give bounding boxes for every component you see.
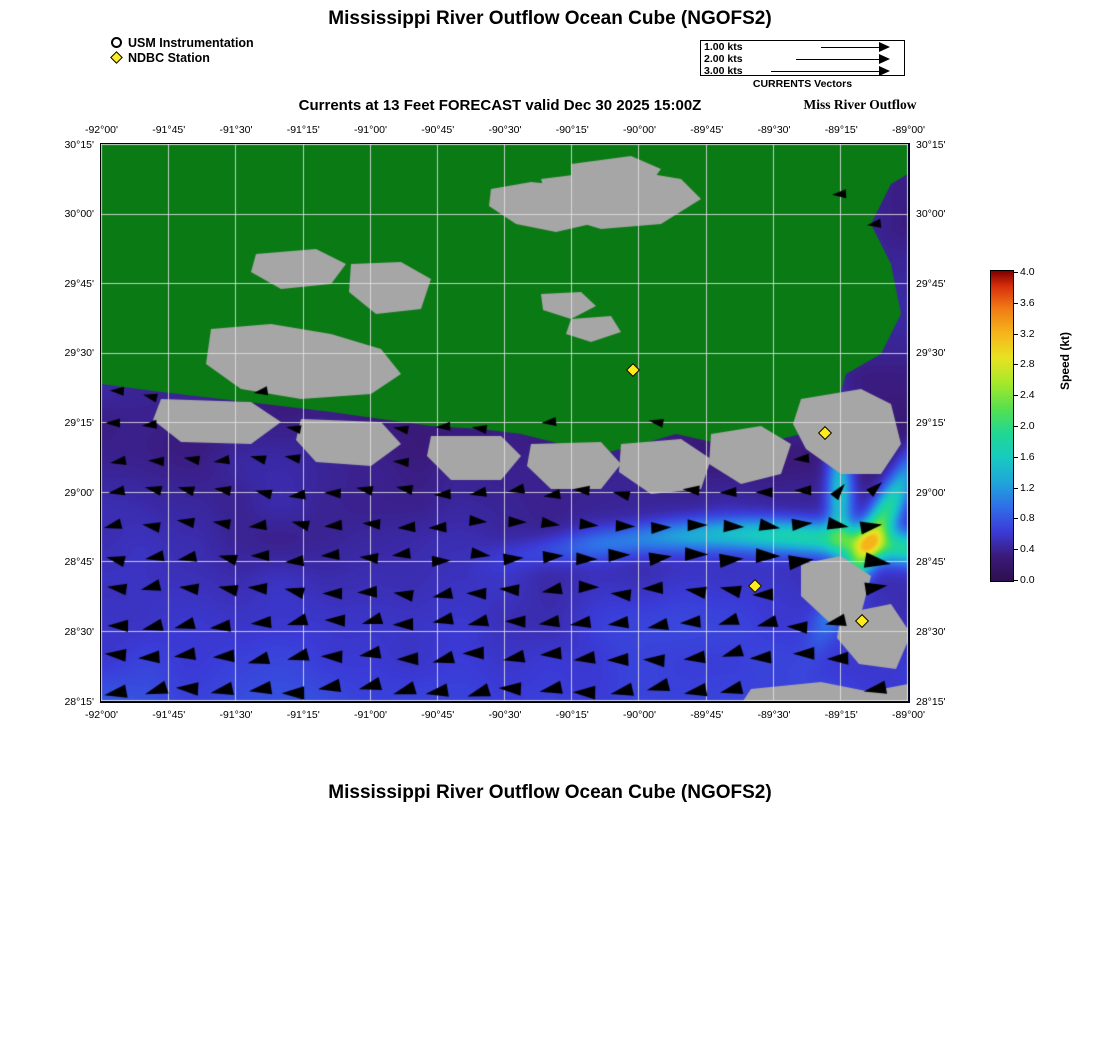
y-axis-tick-label: 29°30' <box>916 347 946 360</box>
y-axis-tick-label: 29°45' <box>64 277 94 290</box>
colorbar-tick <box>1014 488 1018 489</box>
colorbar-tick-label: 2.0 <box>1020 420 1035 432</box>
x-axis-tick-label: -90°15' <box>555 709 589 721</box>
x-axis-tick-label: -91°30' <box>219 709 253 721</box>
arrow-head-icon <box>879 66 890 76</box>
y-axis-tick-label: 30°00' <box>64 208 94 221</box>
colorbar-title: Speed (kt) <box>1058 331 1072 390</box>
legend-item-ndbc <box>110 51 254 66</box>
x-axis-tick-label: -89°30' <box>757 124 791 136</box>
x-axis-tick-label: -92°00' <box>84 709 119 721</box>
x-axis-tick-label: -89°45' <box>690 709 724 721</box>
colorbar-tick <box>1014 395 1018 396</box>
page-title: Mississippi River Outflow Ocean Cube (NGOFS2) <box>328 8 772 29</box>
x-axis-tick-label: -89°45' <box>690 124 724 136</box>
x-axis-tick-label: -90°00' <box>622 124 657 136</box>
colorbar-tick-label: 0.4 <box>1020 543 1035 556</box>
x-axis-tick-label: -90°00' <box>622 709 657 721</box>
region-label: Miss River Outflow <box>803 97 917 112</box>
y-axis-tick-label: 29°00' <box>64 486 94 499</box>
y-axis-tick-label: 30°15' <box>916 138 946 151</box>
x-axis-tick-label: -89°00' <box>891 709 926 721</box>
colorbar-tick-label: 0.8 <box>1020 512 1035 525</box>
colorbar-tick <box>1014 549 1018 550</box>
y-axis-tick-label: 30°15' <box>64 138 94 151</box>
forecast-subtitle: Currents at 13 Feet FORECAST valid Dec 30 2025 15:00Z <box>298 97 702 114</box>
colorbar-tick <box>1014 303 1018 304</box>
bottom-title: Mississippi River Outflow Ocean Cube (NGOFS2) <box>328 782 772 803</box>
vector-key-caption: CURRENTS Vectors <box>752 78 853 90</box>
x-axis-tick-label: -91°45' <box>152 709 186 721</box>
y-axis-tick-label: 28°45' <box>916 556 946 569</box>
x-axis-tick-label: -90°45' <box>421 709 455 721</box>
x-axis-tick-label: -91°00' <box>353 709 388 721</box>
y-axis-tick-label: 30°00' <box>916 208 946 221</box>
vector-key-row <box>701 53 904 65</box>
open-circle-icon <box>110 36 128 51</box>
vector-key-label-1: 1.00 kts <box>704 41 743 53</box>
ndbc-station-marker[interactable] <box>818 426 832 440</box>
colorbar-tick-label: 2.8 <box>1020 358 1035 371</box>
arrow-head-icon <box>879 54 890 64</box>
colorbar-tick-label: 3.2 <box>1020 327 1035 340</box>
x-axis-tick-label: -91°30' <box>219 124 253 136</box>
colorbar-tick-label: 1.2 <box>1020 481 1035 494</box>
x-axis-tick-label: -89°30' <box>757 709 791 721</box>
colorbar-tick <box>1014 580 1018 581</box>
colorbar-tick <box>1014 364 1018 365</box>
colorbar-gradient <box>990 270 1014 582</box>
y-axis-tick-label: 29°15' <box>64 417 94 429</box>
y-axis-tick-label: 28°30' <box>916 625 946 638</box>
y-axis-tick-label: 29°15' <box>916 417 946 429</box>
colorbar-tick <box>1014 334 1018 335</box>
colorbar-tick <box>1014 457 1018 458</box>
vector-scale-key <box>700 40 905 76</box>
legend-item-usm <box>110 36 254 51</box>
colorbar-tick-label: 0.0 <box>1020 574 1035 586</box>
map-plot-area[interactable] <box>100 143 910 703</box>
y-axis-tick-label: 29°45' <box>916 277 946 290</box>
ndbc-station-marker[interactable] <box>855 614 869 628</box>
vector-key-row <box>701 41 904 53</box>
ndbc-station-marker[interactable] <box>748 579 762 593</box>
legend-label-ndbc: NDBC Station <box>128 51 210 65</box>
x-axis-tick-label: -91°00' <box>353 124 388 136</box>
ndbc-station-marker[interactable] <box>626 363 640 377</box>
legend-label-usm: USM Instrumentation <box>128 36 254 50</box>
colorbar-tick-label: 2.4 <box>1020 389 1035 402</box>
x-axis-tick-label: -91°45' <box>152 124 186 136</box>
colorbar-tick-label: 3.6 <box>1020 296 1035 309</box>
x-axis-tick-label: -91°15' <box>286 124 320 136</box>
x-axis-tick-label: -90°45' <box>421 124 455 136</box>
y-axis-tick-label: 28°45' <box>64 556 94 569</box>
x-axis-tick-label: -89°15' <box>824 709 858 721</box>
y-axis-tick-label: 29°00' <box>916 486 946 499</box>
y-axis-tick-label: 28°30' <box>64 625 94 638</box>
vector-key-row <box>701 65 904 77</box>
x-axis-tick-label: -89°00' <box>891 124 926 136</box>
colorbar-tick-label: 4.0 <box>1020 266 1035 278</box>
colorbar-tick <box>1014 426 1018 427</box>
arrow-head-icon <box>879 42 890 52</box>
vector-key-label-2: 2.00 kts <box>704 53 743 65</box>
vector-key-label-3: 3.00 kts <box>704 65 743 77</box>
x-axis-tick-label: -89°15' <box>824 124 858 136</box>
y-axis-tick-label: 28°15' <box>64 695 94 708</box>
colorbar-tick <box>1014 272 1018 273</box>
x-axis-tick-label: -90°15' <box>555 124 589 136</box>
x-axis-tick-label: -90°30' <box>488 709 522 721</box>
map-legend <box>110 36 254 66</box>
colorbar-tick-label: 1.6 <box>1020 450 1035 463</box>
y-axis-tick-label: 28°15' <box>916 695 946 708</box>
y-axis-tick-label: 29°30' <box>64 347 94 360</box>
x-axis-tick-label: -91°15' <box>286 709 320 721</box>
colorbar-tick <box>1014 518 1018 519</box>
yellow-diamond-icon <box>110 51 128 66</box>
x-axis-tick-label: -90°30' <box>488 124 522 136</box>
x-axis-tick-label: -92°00' <box>84 124 119 136</box>
